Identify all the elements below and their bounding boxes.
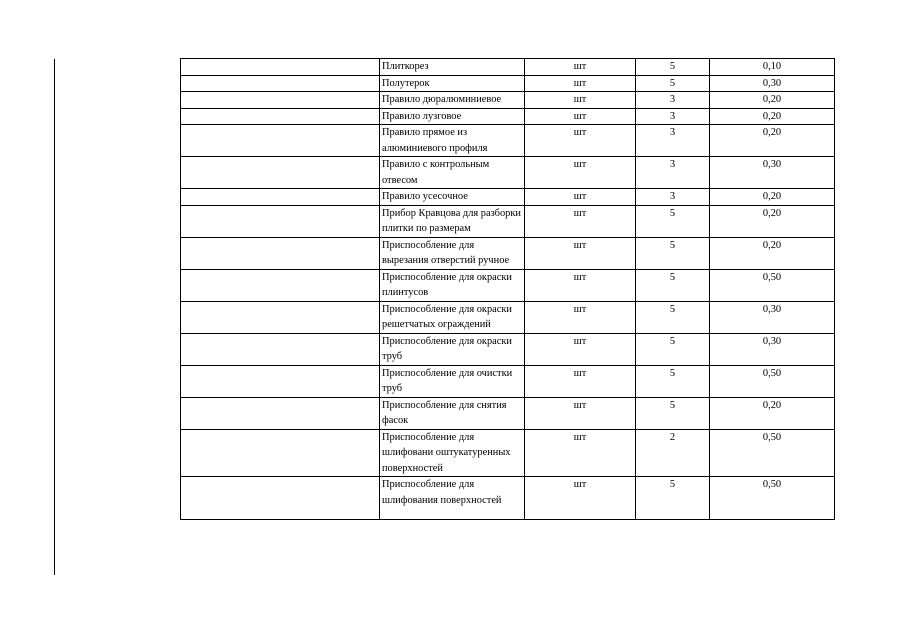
unit-cell: шт <box>525 301 636 333</box>
empty-cell <box>181 333 380 365</box>
table-row <box>181 269 835 301</box>
item-name-cell: Правило дюралюминиевое <box>380 92 525 109</box>
quantity-cell: 5 <box>636 301 710 333</box>
quantity-cell: 3 <box>636 157 710 189</box>
table-row <box>181 301 835 333</box>
table-row <box>181 108 835 125</box>
empty-cell <box>181 59 380 76</box>
table-row <box>181 333 835 365</box>
value-cell: 0,20 <box>710 125 835 157</box>
quantity-cell: 5 <box>636 365 710 397</box>
value-cell: 0,30 <box>710 301 835 333</box>
quantity-cell: 5 <box>636 477 710 520</box>
table-row <box>181 205 835 237</box>
table-row <box>181 237 835 269</box>
quantity-cell: 5 <box>636 397 710 429</box>
unit-cell: шт <box>525 157 636 189</box>
table-row <box>181 75 835 92</box>
unit-cell: шт <box>525 269 636 301</box>
quantity-cell: 5 <box>636 237 710 269</box>
quantity-cell: 5 <box>636 269 710 301</box>
empty-cell <box>181 429 380 477</box>
empty-cell <box>181 477 380 520</box>
unit-cell: шт <box>525 59 636 76</box>
value-cell: 0,30 <box>710 333 835 365</box>
item-name-cell: Приспособление для окраски плинтусов <box>380 269 525 301</box>
item-name-cell: Правило лузговое <box>380 108 525 125</box>
quantity-cell: 2 <box>636 429 710 477</box>
item-name-cell: Приспособление для шлифовани оштукатуренных поверхностей <box>380 429 525 477</box>
unit-cell: шт <box>525 237 636 269</box>
unit-cell: шт <box>525 365 636 397</box>
quantity-cell: 3 <box>636 189 710 206</box>
value-cell: 0,20 <box>710 237 835 269</box>
value-cell: 0,50 <box>710 477 835 520</box>
quantity-cell: 3 <box>636 125 710 157</box>
empty-cell <box>181 92 380 109</box>
quantity-cell: 3 <box>636 92 710 109</box>
table-body <box>181 59 835 520</box>
empty-cell <box>181 125 380 157</box>
quantity-cell: 5 <box>636 333 710 365</box>
table-row <box>181 429 835 477</box>
unit-cell: шт <box>525 477 636 520</box>
table-row <box>181 59 835 76</box>
item-name-cell: Приспособление для окраски труб <box>380 333 525 365</box>
empty-cell <box>181 301 380 333</box>
table-row <box>181 125 835 157</box>
value-cell: 0,20 <box>710 397 835 429</box>
value-cell: 0,30 <box>710 157 835 189</box>
quantity-cell: 5 <box>636 75 710 92</box>
empty-cell <box>181 157 380 189</box>
value-cell: 0,20 <box>710 92 835 109</box>
quantity-cell: 5 <box>636 59 710 76</box>
value-cell: 0,50 <box>710 269 835 301</box>
table-row <box>181 477 835 520</box>
item-name-cell: Приспособление для снятия фасок <box>380 397 525 429</box>
table-row <box>181 365 835 397</box>
empty-cell <box>181 108 380 125</box>
table-row <box>181 189 835 206</box>
value-cell: 0,10 <box>710 59 835 76</box>
item-name-cell: Приспособление для окраски решетчатых ограждений <box>380 301 525 333</box>
item-name-cell: Правило усесочное <box>380 189 525 206</box>
empty-cell <box>181 365 380 397</box>
quantity-cell: 5 <box>636 205 710 237</box>
value-cell: 0,20 <box>710 108 835 125</box>
left-margin-line <box>54 59 55 575</box>
table-row <box>181 157 835 189</box>
empty-cell <box>181 269 380 301</box>
value-cell: 0,20 <box>710 189 835 206</box>
empty-cell <box>181 237 380 269</box>
item-name-cell: Правило с контрольным отвесом <box>380 157 525 189</box>
unit-cell: шт <box>525 205 636 237</box>
table-row <box>181 92 835 109</box>
unit-cell: шт <box>525 108 636 125</box>
unit-cell: шт <box>525 429 636 477</box>
item-name-cell: Приспособление для вырезания отверстий ручное <box>380 237 525 269</box>
value-cell: 0,30 <box>710 75 835 92</box>
empty-cell <box>181 75 380 92</box>
equipment-table <box>180 58 835 520</box>
unit-cell: шт <box>525 75 636 92</box>
value-cell: 0,20 <box>710 205 835 237</box>
unit-cell: шт <box>525 397 636 429</box>
unit-cell: шт <box>525 333 636 365</box>
empty-cell <box>181 397 380 429</box>
empty-cell <box>181 189 380 206</box>
unit-cell: шт <box>525 125 636 157</box>
item-name-cell: Приспособление для шлифования поверхностей <box>380 477 525 520</box>
item-name-cell: Правило прямое из алюминиевого профиля <box>380 125 525 157</box>
value-cell: 0,50 <box>710 429 835 477</box>
empty-cell <box>181 205 380 237</box>
item-name-cell: Прибор Кравцова для разборки плитки по размерам <box>380 205 525 237</box>
item-name-cell: Приспособление для очистки труб <box>380 365 525 397</box>
item-name-cell: Полутерок <box>380 75 525 92</box>
table-row <box>181 397 835 429</box>
unit-cell: шт <box>525 189 636 206</box>
quantity-cell: 3 <box>636 108 710 125</box>
item-name-cell: Плиткорез <box>380 59 525 76</box>
unit-cell: шт <box>525 92 636 109</box>
value-cell: 0,50 <box>710 365 835 397</box>
